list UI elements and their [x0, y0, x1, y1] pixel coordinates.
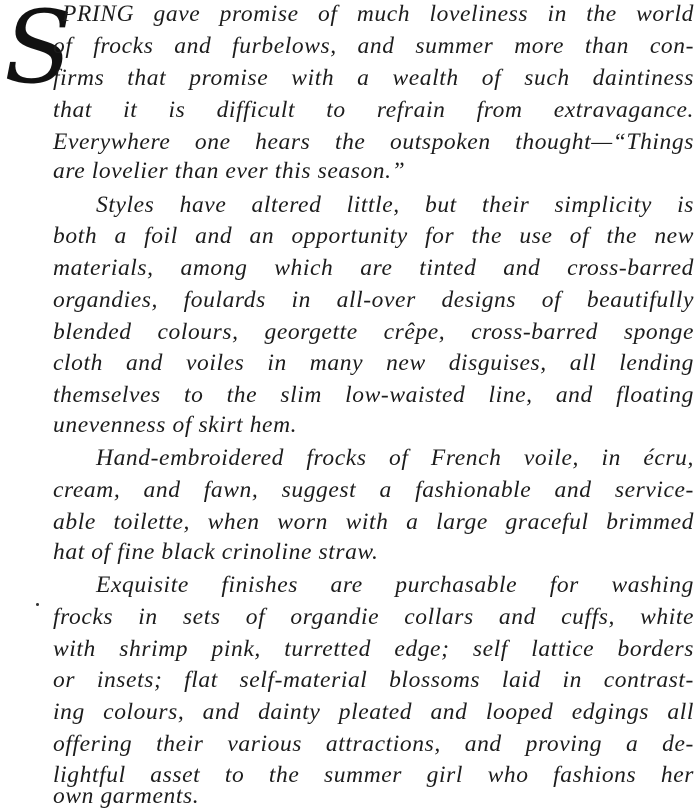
text-line: materials, among which are tinted and cross-barred — [53, 255, 694, 281]
text-line: cream, and fawn, suggest a fashionable and service- — [53, 477, 694, 503]
text-line: PRING gave promise of much loveliness in the world — [62, 1, 694, 27]
text-line: themselves to the slim low-waisted line, and floating — [53, 382, 694, 408]
print-speck — [36, 603, 39, 606]
text-line: Styles have altered little, but their simplicity is — [96, 192, 694, 218]
text-line: ing colours, and dainty pleated and looped edgings all — [53, 699, 694, 725]
text-line: able toilette, when worn with a large graceful brimmed — [53, 509, 694, 535]
text-line: hat of fine black crinoline straw. — [53, 539, 379, 565]
text-line: or insets; flat self-material blossoms laid in contrast- — [53, 667, 694, 693]
text-line: Everywhere one hears the outspoken thought—“Things — [53, 129, 694, 155]
text-line: cloth and voiles in many new disguises, all lending — [53, 350, 694, 376]
text-line: Exquisite finishes are purchasable for washing — [96, 572, 694, 598]
text-line: organdies, foulards in all-over designs of beautifully — [53, 287, 694, 313]
text-line: that it is difficult to refrain from extravagance. — [53, 97, 694, 123]
text-line: with shrimp pink, turretted edge; self lattice borders — [53, 636, 694, 662]
text-line: blended colours, georgette crêpe, cross-barred sponge — [53, 319, 694, 345]
text-line: offering their various attractions, and proving a de- — [53, 731, 694, 757]
drop-cap: S — [4, 0, 73, 106]
text-line: of frocks and furbelows, and summer more than con- — [53, 33, 694, 59]
text-line: firms that promise with a wealth of such daintiness — [53, 65, 694, 91]
text-line: are lovelier than ever this season.” — [53, 158, 406, 184]
text-line: both a foil and an opportunity for the use of the new — [53, 223, 694, 249]
text-line: frocks in sets of organdie collars and cuffs, white — [53, 604, 694, 630]
text-line: Hand-embroidered frocks of French voile, in écru, — [96, 445, 694, 471]
text-line: unevenness of skirt hem. — [53, 412, 298, 438]
text-line: own garments. — [53, 783, 200, 809]
text-line: lightful asset to the summer girl who fashions her — [53, 762, 694, 788]
